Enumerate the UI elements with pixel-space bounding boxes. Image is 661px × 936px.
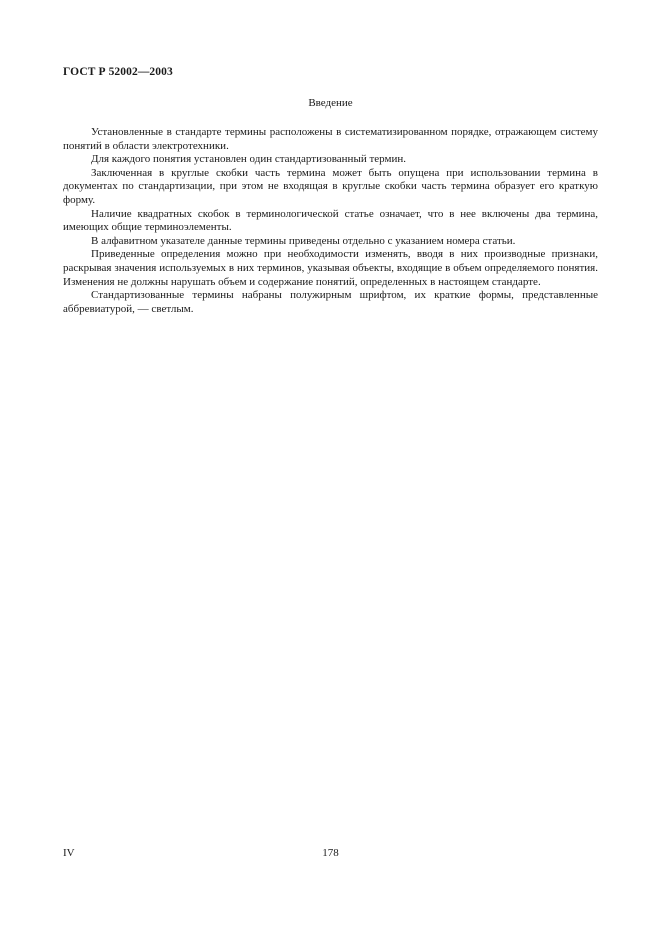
- paragraph: Приведенные определения можно при необходимости изменять, вводя в них производные признаки, раскрывая значения используемых в них терминов, указывая объекты, входящие в объем определяемого понятия. Изменения не должны нарушать объем и содержание понятий, определенных в настоящем стандарте.: [63, 248, 598, 288]
- paragraph: Для каждого понятия установлен один стандартизованный термин.: [91, 153, 406, 166]
- section-title: Введение: [308, 97, 353, 109]
- document-code-header: ГОСТ Р 52002—2003: [63, 66, 173, 78]
- paragraph: Заключенная в круглые скобки часть термина может быть опущена при использовании термина в документах по стандартизации, при этом не входящая в круглые скобки часть термина образует его краткую форму.: [63, 166, 598, 206]
- paragraph: В алфавитном указателе данные термины приведены отдельно с указанием номера статьи.: [91, 234, 516, 247]
- paragraph: Наличие квадратных скобок в терминологической статье означает, что в нее включены два термина, имеющих общие терминоэлементы.: [63, 207, 598, 234]
- paragraph: Установленные в стандарте термины расположены в систематизированном порядке, отражающем систему понятий в области электротехники.: [63, 126, 598, 152]
- page-number: 178: [322, 847, 339, 859]
- roman-page-number: IV: [63, 847, 75, 859]
- paragraph: Стандартизованные термины набраны полужирным шрифтом, их краткие формы, представленные аббревиатурой, — светлым.: [63, 289, 598, 315]
- introduction-body: [63, 126, 598, 316]
